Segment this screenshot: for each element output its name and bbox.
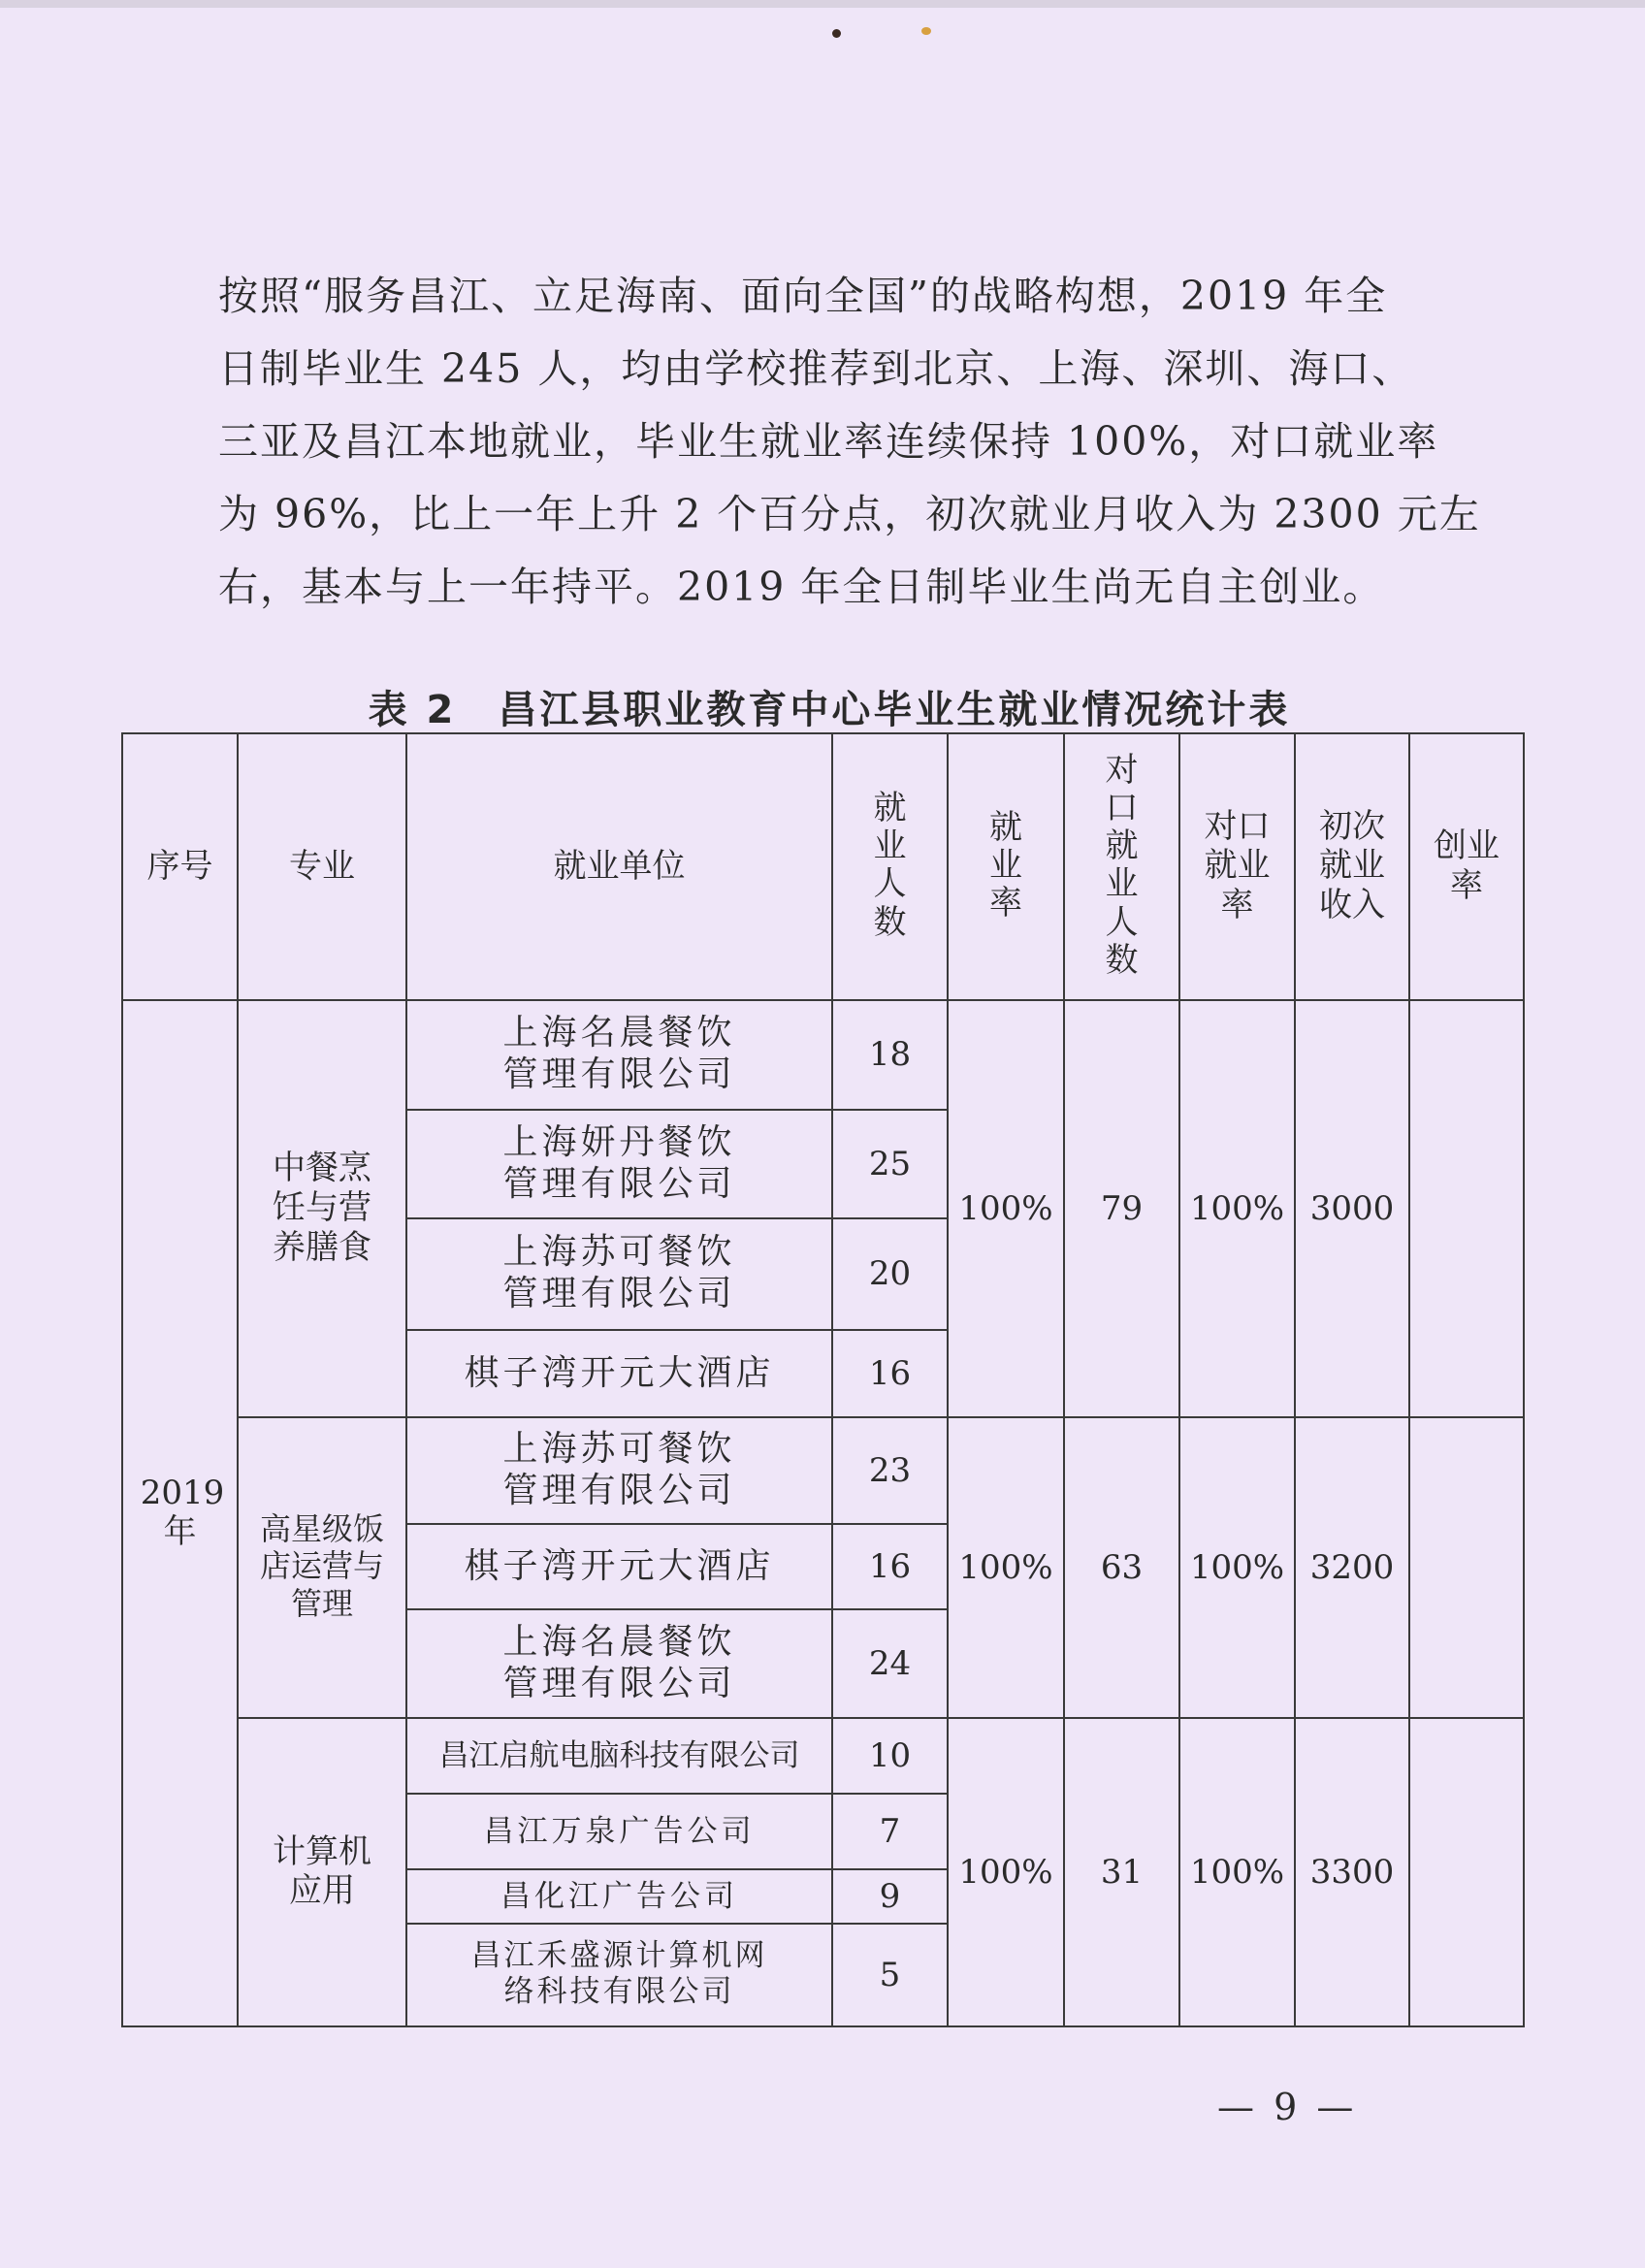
count-cell: 9 (832, 1869, 948, 1924)
table-row (122, 1417, 1524, 1524)
count-cell: 16 (832, 1524, 948, 1609)
page-number: — 9 — (1217, 2086, 1358, 2128)
table-row (122, 1000, 1524, 1110)
employer-cell: 昌江禾盛源计算机网络科技有限公司 (406, 1924, 832, 2026)
paragraph-line: 日制毕业生 245 人，均由学校推荐到北京、上海、深圳、海口、 (218, 345, 1414, 392)
count-cell: 23 (832, 1417, 948, 1524)
employer-cell: 昌江启航电脑科技有限公司 (406, 1718, 832, 1794)
initial-income-cell: 3200 (1295, 1417, 1409, 1718)
employer-cell: 上海妍丹餐饮管理有限公司 (406, 1110, 832, 1218)
initial-income-cell: 3300 (1295, 1718, 1409, 2026)
year-cell: 2019年 (122, 1000, 238, 2026)
employer-cell: 上海苏可餐饮管理有限公司 (406, 1417, 832, 1524)
matched-rate-cell: 100% (1179, 1417, 1295, 1718)
paragraph-line: 为 96%，比上一年上升 2 个百分点，初次就业月收入为 2300 元左 (218, 491, 1481, 537)
employer-cell: 昌江万泉广告公司 (406, 1794, 832, 1869)
scan-speck (832, 29, 841, 38)
employer-cell: 昌化江广告公司 (406, 1869, 832, 1924)
employer-cell: 上海名晨餐饮管理有限公司 (406, 1000, 832, 1110)
count-cell: 20 (832, 1218, 948, 1330)
matched-count-cell: 79 (1064, 1000, 1179, 1417)
matched-count-cell: 31 (1064, 1718, 1179, 2026)
header-major: 专业 (238, 733, 406, 1000)
scan-speck (921, 27, 931, 35)
matched-count-cell: 63 (1064, 1417, 1179, 1718)
employer-cell: 棋子湾开元大酒店 (406, 1524, 832, 1609)
count-cell: 10 (832, 1718, 948, 1794)
count-cell: 18 (832, 1000, 948, 1110)
startup-rate-cell (1409, 1718, 1524, 2026)
employer-cell: 上海名晨餐饮管理有限公司 (406, 1609, 832, 1718)
scan-top-edge (0, 0, 1645, 8)
count-cell: 7 (832, 1794, 948, 1869)
header-employer: 就业单位 (406, 733, 832, 1000)
header-matched-count: 对口就业人数 (1064, 733, 1179, 1000)
major-cell: 计算机应用 (238, 1718, 406, 2026)
paragraph-line: 按照“服务昌江、立足海南、面向全国”的战略构想，2019 年全 (218, 273, 1388, 319)
count-cell: 24 (832, 1609, 948, 1718)
body-paragraph (218, 260, 1481, 624)
employment-rate-cell: 100% (948, 1417, 1064, 1718)
count-cell: 5 (832, 1924, 948, 2026)
header-initial-income: 初次就业收入 (1295, 733, 1409, 1000)
employer-cell: 棋子湾开元大酒店 (406, 1330, 832, 1417)
major-cell: 高星级饭店运营与管理 (238, 1417, 406, 1718)
major-cell: 中餐烹饪与营养膳食 (238, 1000, 406, 1417)
header-matched-rate: 对口就业率 (1179, 733, 1295, 1000)
header-employment-rate: 就业率 (948, 733, 1064, 1000)
header-startup-rate: 创业率 (1409, 733, 1524, 1000)
count-cell: 25 (832, 1110, 948, 1218)
table-row (122, 1718, 1524, 1794)
header-row (122, 733, 1524, 1000)
header-seq: 序号 (122, 733, 238, 1000)
paragraph-line: 三亚及昌江本地就业，毕业生就业率连续保持 100%，对口就业率 (218, 418, 1439, 465)
employment-stats-table (121, 732, 1525, 2027)
header-employed-count: 就业人数 (832, 733, 948, 1000)
startup-rate-cell (1409, 1417, 1524, 1718)
matched-rate-cell: 100% (1179, 1000, 1295, 1417)
matched-rate-cell: 100% (1179, 1718, 1295, 2026)
employer-cell: 上海苏可餐饮管理有限公司 (406, 1218, 832, 1330)
table-caption: 表 2 昌江县职业教育中心毕业生就业情况统计表 (368, 688, 1291, 732)
count-cell: 16 (832, 1330, 948, 1417)
startup-rate-cell (1409, 1000, 1524, 1417)
paragraph-line: 右，基本与上一年持平。2019 年全日制毕业生尚无自主创业。 (218, 564, 1385, 610)
employment-rate-cell: 100% (948, 1718, 1064, 2026)
employment-rate-cell: 100% (948, 1000, 1064, 1417)
initial-income-cell: 3000 (1295, 1000, 1409, 1417)
